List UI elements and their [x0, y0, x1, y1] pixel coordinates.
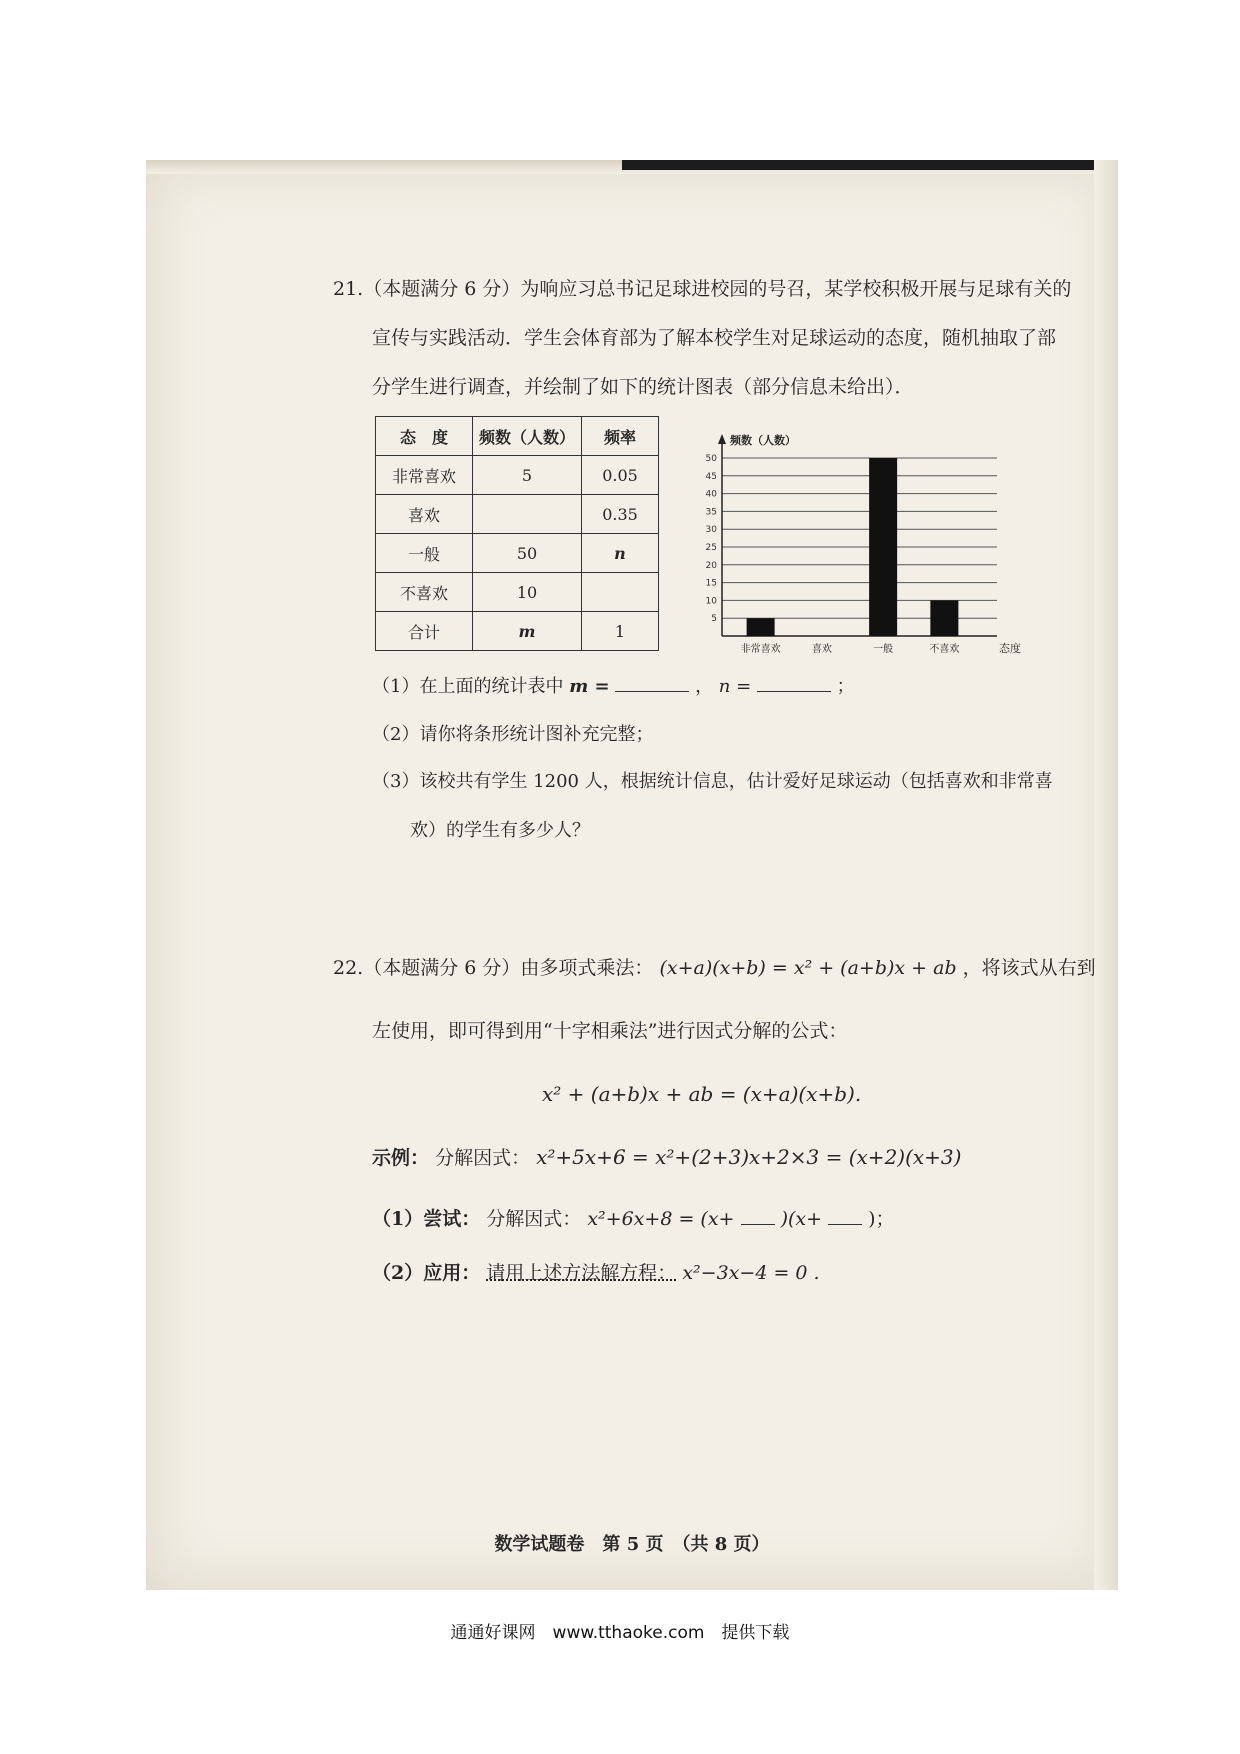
answer-blank-1[interactable]	[741, 1224, 775, 1225]
q21-line1: 21.（本题满分 6 分）为响应习总书记足球进校园的号召，某学校积极开展与足球有关的	[333, 278, 1072, 300]
q22-sub2-text: 请用上述方法解方程：	[486, 1262, 677, 1284]
answer-blank-m[interactable]	[615, 691, 689, 692]
table-header-cell: 频数（人数）	[473, 417, 582, 456]
table-cell: 50	[473, 534, 582, 573]
table-cell: 10	[473, 573, 582, 612]
q22-sub1	[372, 1208, 895, 1231]
q22-sub2-label: （2）应用：	[372, 1262, 481, 1284]
table-cell: m	[473, 612, 582, 651]
q21-sub1-m: m =	[569, 676, 610, 697]
page-footer: 数学试题卷 第 5 页 （共 8 页）	[494, 1534, 770, 1555]
x-tick-label: 一般	[873, 644, 894, 655]
answer-blank-2[interactable]	[828, 1224, 862, 1225]
q21-sub1	[372, 676, 855, 698]
q21-sub2: （2）请你将条形统计图补充完整；	[372, 724, 654, 745]
bar-chart	[690, 410, 1021, 670]
y-tick-label: 35	[705, 507, 717, 518]
table-cell: 非常喜欢	[376, 456, 473, 495]
y-tick-label: 25	[705, 543, 717, 553]
dark-strip	[622, 160, 1112, 170]
table-row	[376, 495, 659, 534]
q22-sub2	[372, 1262, 820, 1285]
q22-formula: x² + (a+b)x + ab = (x+a)(x+b).	[542, 1082, 862, 1106]
q21-sub1-n: n =	[718, 676, 752, 697]
q21-sub3-line2: 欢）的学生有多少人？	[410, 820, 590, 841]
y-tick-label: 15	[705, 578, 717, 589]
x-tick-label: 非常喜欢	[740, 644, 781, 655]
stats-table	[375, 416, 659, 651]
x-tick-label: 喜欢	[811, 644, 832, 655]
q21-line3: 分学生进行调查，并绘制了如下的统计图表（部分信息未给出）．	[372, 376, 914, 398]
q21-sub1-sep: ，	[695, 676, 714, 697]
q21-sub1-end: ；	[836, 676, 855, 697]
bar	[747, 618, 775, 636]
table-cell: 不喜欢	[376, 573, 473, 612]
q21-sub3-line1: （3）该校共有学生 1200 人，根据统计信息，估计爱好足球运动（包括喜欢和非常喜	[372, 771, 1053, 792]
exam-paper	[146, 160, 1118, 1590]
bar	[869, 458, 897, 636]
table-cell	[473, 495, 582, 534]
y-axis-arrow	[718, 434, 726, 444]
y-tick-label: 40	[705, 489, 717, 500]
y-tick-label: 5	[711, 614, 717, 625]
q22-sub2-formula: x²−3x−4 = 0 .	[682, 1262, 820, 1284]
download-watermark: 通通好课网 www.tthaoke.com 提供下载	[450, 1623, 790, 1643]
q22-example-label: 示例：	[372, 1147, 430, 1169]
table-cell: 喜欢	[376, 495, 473, 534]
q22-sub1-text: 分解因式：	[486, 1208, 582, 1230]
table-cell: n	[582, 534, 659, 573]
q22-example-formula: x²+5x+6 = x²+(2+3)x+2×3 = (x+2)(x+3)	[536, 1145, 962, 1169]
y-axis-label: 频数（人数）	[730, 434, 796, 447]
table-row	[376, 534, 659, 573]
y-tick-label: 10	[705, 596, 717, 607]
x-tick-label: 不喜欢	[929, 644, 960, 655]
table-row	[376, 573, 659, 612]
y-tick-label: 20	[705, 560, 717, 571]
q22-example-text: 分解因式：	[435, 1147, 531, 1169]
q22-line2: 左使用，即可得到用“十字相乘法”进行因式分解的公式：	[372, 1020, 848, 1042]
table-header-cell: 频率	[582, 417, 659, 456]
q22-example	[372, 1145, 961, 1170]
x-axis-label: 态度	[999, 642, 1021, 655]
q22-line1	[333, 957, 1096, 980]
q22-sub1-formula-b: )(x+	[780, 1208, 823, 1230]
answer-blank-n[interactable]	[757, 691, 831, 692]
table-row	[376, 612, 659, 651]
table-cell: 0.35	[582, 495, 659, 534]
q21-line2: 宣传与实践活动．学生会体育部为了解本校学生对足球运动的态度，随机抽取了部	[372, 327, 1057, 349]
q22-sub1-formula-a: x²+6x+8 = (x+	[587, 1208, 735, 1230]
table-cell: 一般	[376, 534, 473, 573]
table-header-row	[376, 417, 659, 456]
table-cell: 0.05	[582, 456, 659, 495]
q22-sub1-label: （1）尝试：	[372, 1208, 481, 1230]
y-tick-label: 50	[705, 454, 717, 464]
paper-right-edge	[1094, 160, 1118, 1590]
q22-line1-text: 22.（本题满分 6 分）由多项式乘法：	[333, 957, 654, 979]
table-row	[376, 456, 659, 495]
q22-sub1-formula-c: )；	[868, 1208, 895, 1230]
y-tick-label: 45	[705, 471, 717, 482]
table-cell: 5	[473, 456, 582, 495]
table-cell: 合计	[376, 612, 473, 651]
y-tick-label: 30	[705, 525, 717, 536]
table-cell: 1	[582, 612, 659, 651]
table-cell	[582, 573, 659, 612]
table-header-cell: 态 度	[376, 417, 473, 456]
q21-sub1-text: （1）在上面的统计表中	[372, 676, 564, 697]
bar	[930, 600, 958, 636]
q22-line1-end: ，将该式从右到	[962, 957, 1096, 979]
q22-line1-formula: (x+a)(x+b) = x² + (a+b)x + ab	[659, 957, 957, 979]
